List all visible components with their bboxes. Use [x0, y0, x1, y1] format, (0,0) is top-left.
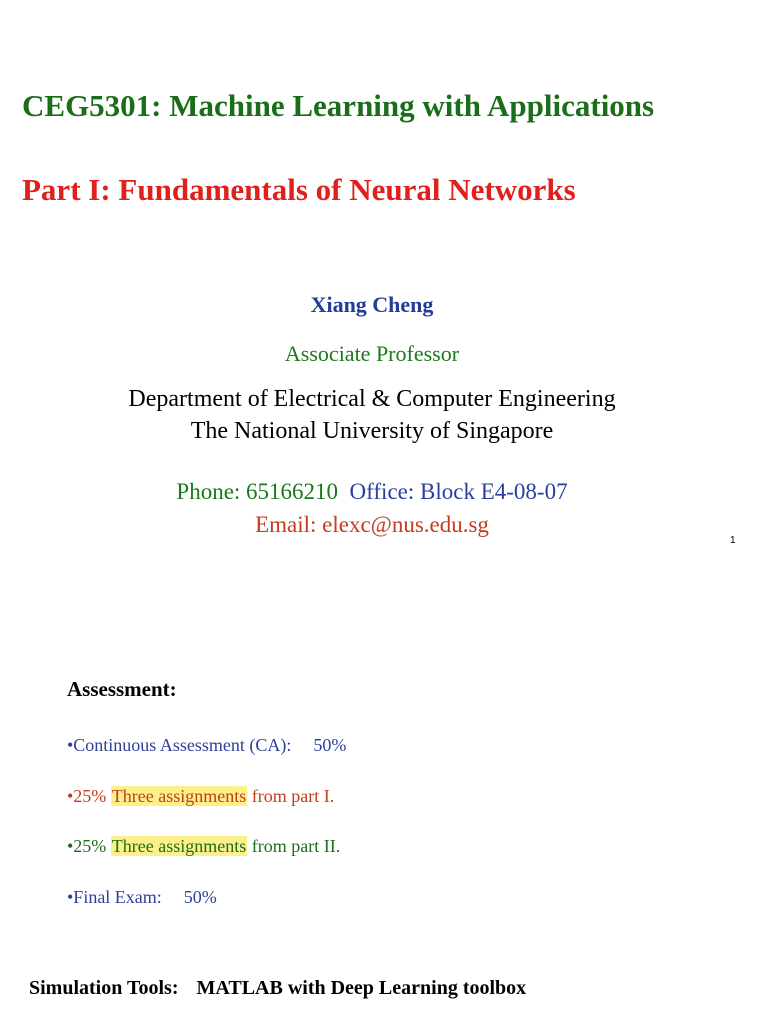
exam-label: •Final Exam: — [67, 887, 162, 907]
simulation-tools — [29, 977, 526, 1000]
office-label: Office: — [349, 479, 415, 504]
tools-value: MATLAB with Deep Learning toolbox — [196, 977, 527, 999]
assessment-part2 — [67, 836, 340, 857]
assessment-part1 — [67, 786, 334, 807]
part1-suffix: from part I. — [251, 786, 335, 806]
part2-highlight: Three assignments — [111, 836, 247, 856]
author-role: Associate Professor — [284, 341, 460, 366]
contact-line — [0, 479, 744, 505]
part2-suffix: from part II. — [251, 836, 341, 856]
part2-prefix: •25% — [67, 836, 107, 856]
part-title: Part I: Fundamentals of Neural Networks — [22, 172, 576, 207]
assessment-ca — [67, 735, 346, 756]
part1-highlight: Three assignments — [111, 786, 247, 806]
office-value: Block E4-08-07 — [420, 479, 568, 504]
exam-value: 50% — [183, 887, 217, 907]
assessment-heading: Assessment: — [67, 677, 177, 701]
part1-prefix: •25% — [67, 786, 107, 806]
author-name: Xiang Cheng — [310, 292, 434, 317]
page-number: 1 — [730, 535, 736, 546]
tools-label: Simulation Tools: — [29, 977, 179, 999]
ca-label: •Continuous Assessment (CA): — [67, 735, 292, 755]
university: The National University of Singapore — [190, 418, 554, 444]
phone: Phone: 65166210 — [176, 479, 339, 504]
assessment-exam — [67, 887, 217, 908]
ca-value: 50% — [313, 735, 347, 755]
department: Department of Electrical & Computer Engineering — [128, 386, 616, 412]
course-title: CEG5301: Machine Learning with Applications — [22, 88, 655, 123]
email: Email: elexc@nus.edu.sg — [255, 512, 489, 537]
